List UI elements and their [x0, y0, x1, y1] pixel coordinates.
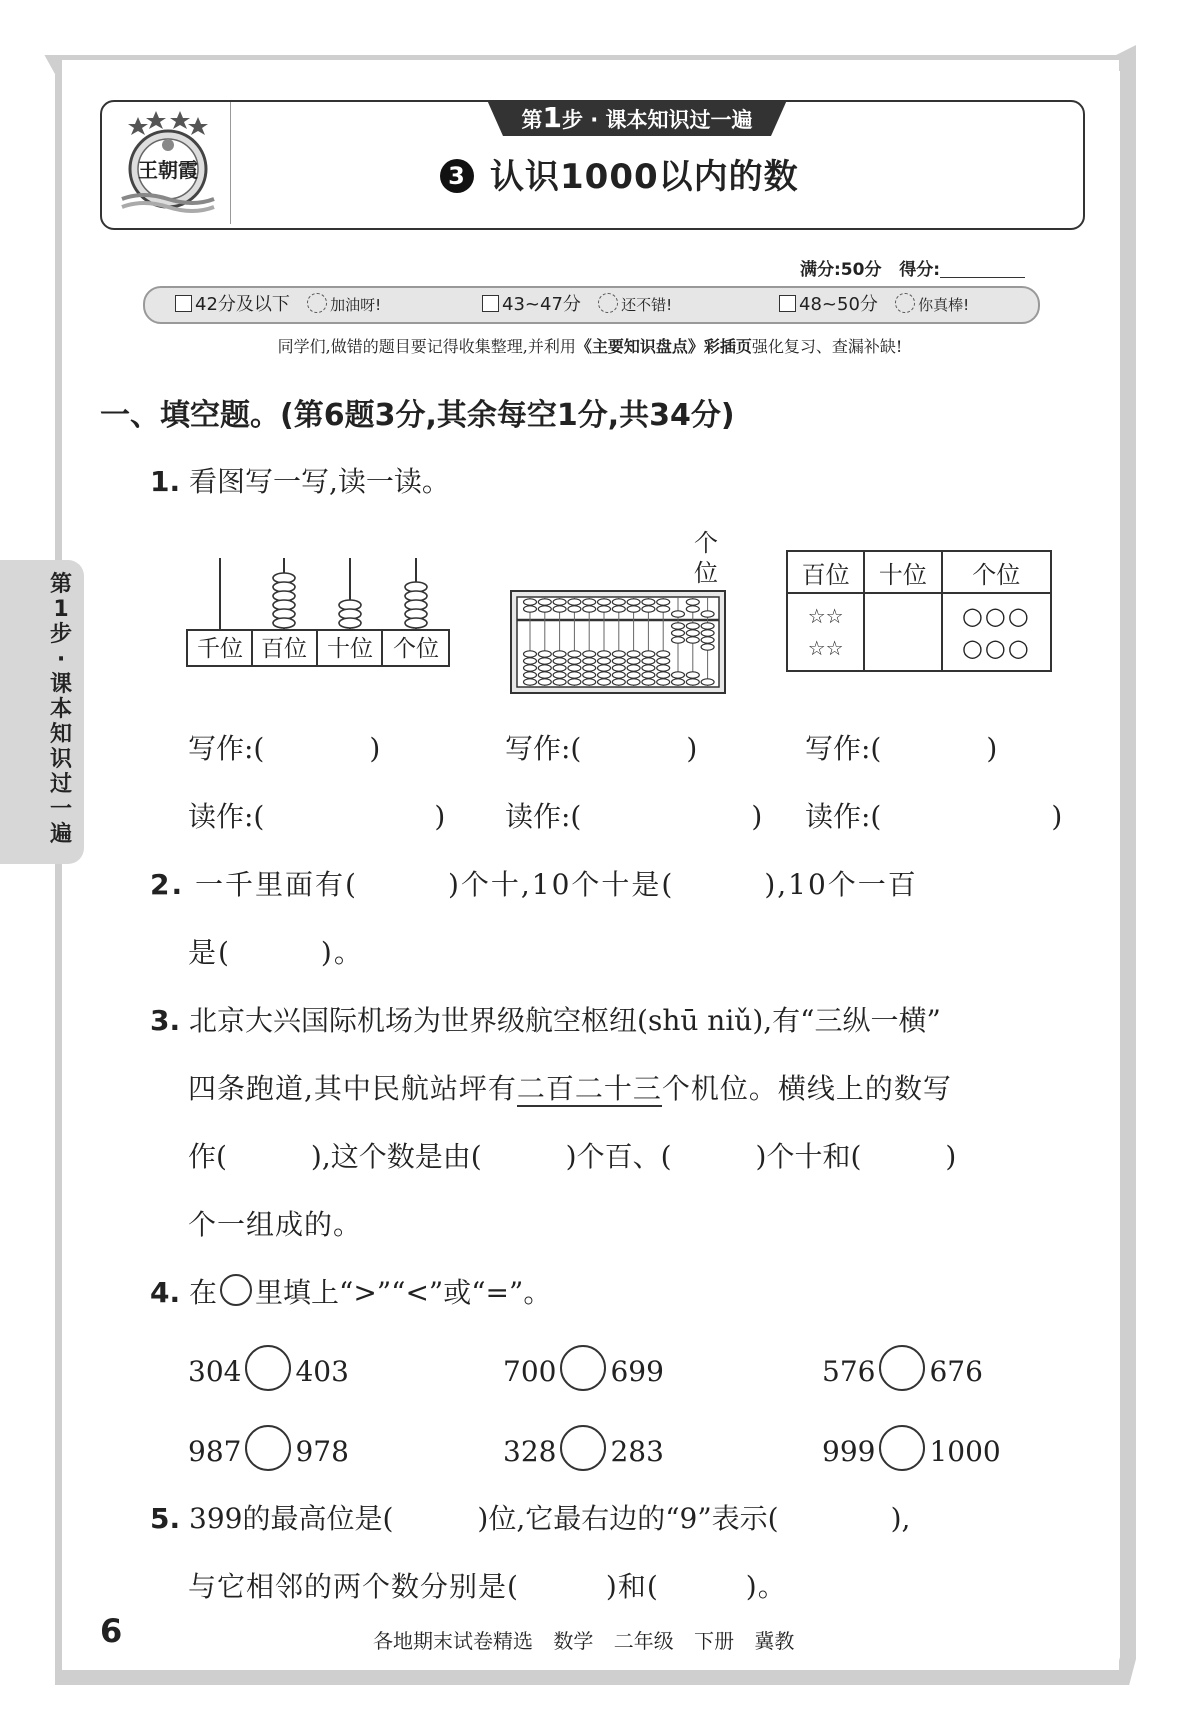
- comparison-4: 987 978: [188, 1425, 349, 1471]
- read-answer-1[interactable]: 读作:( ): [188, 800, 446, 833]
- comparison-6: 999 1000: [822, 1425, 1001, 1471]
- abacus-bead: [553, 665, 566, 671]
- place-label-hundreds: 百位: [261, 636, 307, 662]
- abacus-bead: [657, 658, 670, 664]
- full-score: 满分:50分: [800, 260, 882, 280]
- abacus-bead: [583, 606, 596, 612]
- abacus-bead: [612, 665, 625, 671]
- question-3-line-3: 作( ),这个数是由( )个百、( )个十和( ): [188, 1140, 957, 1173]
- abacus-bead: [568, 599, 581, 605]
- abacus-bead: [538, 651, 551, 657]
- abacus-bead: [583, 672, 596, 678]
- compare-circle[interactable]: [879, 1345, 925, 1391]
- underlined-number: 二百二十三: [516, 1072, 662, 1105]
- abacus-bead: [642, 665, 655, 671]
- abacus-bead: [583, 658, 596, 664]
- abacus-bead: [553, 606, 566, 612]
- page-number: 6: [100, 1612, 123, 1650]
- question-3-line-2: 四条跑道,其中民航站坪有二百二十三个机位。横线上的数写: [188, 1072, 952, 1105]
- abacus-bead: [627, 672, 640, 678]
- abacus-bead: [568, 606, 581, 612]
- logo-text: 王朝霞: [138, 158, 198, 182]
- abacus-bead: [642, 672, 655, 678]
- abacus-bead: [612, 599, 625, 605]
- abacus-bead: [701, 611, 714, 617]
- abacus-bead: [672, 611, 685, 617]
- table-header-ones: 个位: [942, 551, 1051, 593]
- write-answer-2[interactable]: 写作:( ): [505, 732, 698, 765]
- abacus-bead: [524, 679, 537, 685]
- write-answer-1[interactable]: 写作:( ): [188, 732, 381, 765]
- grade-checkbox[interactable]: [175, 295, 192, 312]
- comparison-2: 700 699: [503, 1345, 664, 1391]
- abacus-bead: [568, 651, 581, 657]
- abacus-place-label: 个 位: [694, 529, 718, 587]
- step-label: 第1步 · 课本知识过一遍: [521, 101, 753, 134]
- notice-text: 同学们,做错的题目要记得收集整理,并利用《主要知识盘点》彩插页强化复习、查漏补缺!: [277, 337, 903, 356]
- footer-text: 各地期末试卷精选 数学 二年级 下册 冀教: [373, 1629, 795, 1653]
- abacus-bead: [672, 672, 685, 678]
- face-icon: [895, 293, 915, 313]
- abacus-bead: [553, 651, 566, 657]
- abacus-bead: [612, 672, 625, 678]
- abacus-bead: [568, 679, 581, 685]
- abacus-bead: [538, 672, 551, 678]
- abacus-bead: [612, 679, 625, 685]
- table-header-hundreds: 百位: [787, 551, 864, 593]
- abacus-bead: [657, 672, 670, 678]
- abacus-bead: [642, 658, 655, 664]
- abacus-bead: [701, 623, 714, 629]
- comparison-1: 304 403: [188, 1345, 349, 1391]
- abacus-bead: [568, 665, 581, 671]
- grade-bar: [143, 286, 1040, 324]
- abacus-bead: [598, 658, 611, 664]
- stars-cell: ☆☆ ☆☆: [787, 593, 864, 671]
- abacus-bead: [612, 606, 625, 612]
- abacus-bead: [598, 679, 611, 685]
- abacus-figure: [510, 590, 726, 694]
- abacus-bead: [568, 658, 581, 664]
- grade-checkbox[interactable]: [482, 295, 499, 312]
- compare-circle[interactable]: [245, 1425, 291, 1471]
- abacus-bead: [553, 658, 566, 664]
- abacus-bead: [642, 679, 655, 685]
- question-5-line-2: 与它相邻的两个数分别是( )和( )。: [188, 1570, 787, 1603]
- abacus-bead: [538, 665, 551, 671]
- abacus-bead: [686, 679, 699, 685]
- side-tab-label: 第1步·课本知识过一遍: [49, 572, 72, 847]
- abacus-bead: [686, 637, 699, 643]
- abacus-bead: [657, 599, 670, 605]
- comparison-5: 328 283: [503, 1425, 664, 1471]
- abacus-bead: [524, 599, 537, 605]
- abacus-bead: [657, 651, 670, 657]
- question-5: 5. 399的最高位是( )位,它最右边的“9”表示( ),: [150, 1502, 911, 1535]
- abacus-bead: [612, 651, 625, 657]
- abacus-bead: [598, 651, 611, 657]
- abacus-bead: [672, 623, 685, 629]
- place-value-table: [786, 550, 1052, 672]
- abacus-bead: [701, 637, 714, 643]
- abacus-bead: [583, 665, 596, 671]
- abacus-bead: [627, 599, 640, 605]
- counting-frame-figure: [182, 552, 454, 668]
- abacus-bead: [538, 599, 551, 605]
- question-1: 1. 看图写一写,读一读。: [150, 465, 450, 498]
- abacus-bead: [538, 658, 551, 664]
- abacus-bead: [642, 606, 655, 612]
- empty-cell: [864, 593, 941, 671]
- abacus-bead: [538, 606, 551, 612]
- abacus-bead: [598, 665, 611, 671]
- score-label: 得分:: [899, 260, 941, 280]
- face-icon: [307, 293, 327, 313]
- compare-circle[interactable]: [560, 1425, 606, 1471]
- abacus-bead: [686, 599, 699, 605]
- abacus-bead: [627, 665, 640, 671]
- write-answer-3[interactable]: 写作:( ): [805, 732, 998, 765]
- grade-level-3: 48~50分 你真棒!: [779, 293, 969, 317]
- grade-checkbox[interactable]: [779, 295, 796, 312]
- compare-circle[interactable]: [560, 1345, 606, 1391]
- abacus-bead: [524, 672, 537, 678]
- abacus-bead: [657, 665, 670, 671]
- abacus-bead: [627, 651, 640, 657]
- abacus-bead: [524, 658, 537, 664]
- unit-number-badge: 3: [440, 159, 474, 193]
- read-answer-2[interactable]: 读作:( ): [505, 800, 763, 833]
- abacus-bead: [686, 672, 699, 678]
- abacus-bead: [686, 630, 699, 636]
- question-4: 4. 在 里填上“>”“<”或“=”。: [150, 1276, 552, 1309]
- abacus-bead: [524, 606, 537, 612]
- abacus-bead: [672, 679, 685, 685]
- abacus-bead: [524, 665, 537, 671]
- abacus-bead: [686, 623, 699, 629]
- place-label-tens: 十位: [327, 636, 373, 662]
- abacus-bead: [627, 658, 640, 664]
- grade-level-1: 42分及以下 加油呀!: [175, 293, 381, 317]
- question-3-line-4: 个一组成的。: [188, 1208, 363, 1241]
- abacus-bead: [642, 651, 655, 657]
- abacus-bead: [686, 606, 699, 612]
- compare-circle[interactable]: [879, 1425, 925, 1471]
- compare-circle[interactable]: [245, 1345, 291, 1391]
- grade-level-2: 43~47分 还不错!: [482, 293, 672, 317]
- abacus-bead: [701, 644, 714, 650]
- table-header-tens: 十位: [864, 551, 941, 593]
- abacus-bead: [657, 606, 670, 612]
- abacus-bead: [538, 679, 551, 685]
- abacus-bead: [598, 599, 611, 605]
- abacus-bead: [701, 630, 714, 636]
- abacus-bead: [583, 599, 596, 605]
- abacus-bead: [553, 599, 566, 605]
- header-divider: [230, 102, 231, 224]
- section-heading: 一、填空题。(第6题3分,其余每空1分,共34分): [100, 398, 735, 433]
- abacus-bead: [657, 679, 670, 685]
- comparison-3: 576 676: [822, 1345, 983, 1391]
- abacus-bead: [701, 679, 714, 685]
- score-line: [800, 255, 1040, 281]
- face-icon: [598, 293, 618, 313]
- circle-icon: [220, 1274, 252, 1306]
- abacus-bead: [672, 637, 685, 643]
- abacus-bead: [524, 651, 537, 657]
- abacus-bead: [627, 679, 640, 685]
- score-blank[interactable]: [940, 259, 1025, 278]
- question-2: 2. 一千里面有( )个十,10个十是( ),10个一百: [150, 868, 918, 901]
- abacus-bead: [612, 658, 625, 664]
- abacus-bead: [553, 672, 566, 678]
- brand-logo: [118, 107, 218, 219]
- question-2-line-2: 是( )。: [188, 936, 364, 969]
- read-answer-3[interactable]: 读作:( ): [805, 800, 1063, 833]
- abacus-bead: [583, 679, 596, 685]
- unit-title: 3 认识1000以内的数: [440, 152, 940, 202]
- question-3: 3. 北京大兴国际机场为世界级航空枢纽(shū niǔ),有“三纵一横”: [150, 1004, 941, 1037]
- place-label-ones: 个位: [393, 636, 439, 662]
- abacus-bead: [568, 672, 581, 678]
- abacus-bead: [553, 679, 566, 685]
- abacus-bead: [598, 672, 611, 678]
- abacus-bead: [583, 651, 596, 657]
- rings-cell: ○○○ ○○○: [942, 593, 1051, 671]
- place-label-thousands: 千位: [197, 636, 243, 662]
- abacus-bead: [627, 606, 640, 612]
- abacus-bead: [598, 606, 611, 612]
- abacus-bead: [642, 599, 655, 605]
- abacus-bead: [672, 630, 685, 636]
